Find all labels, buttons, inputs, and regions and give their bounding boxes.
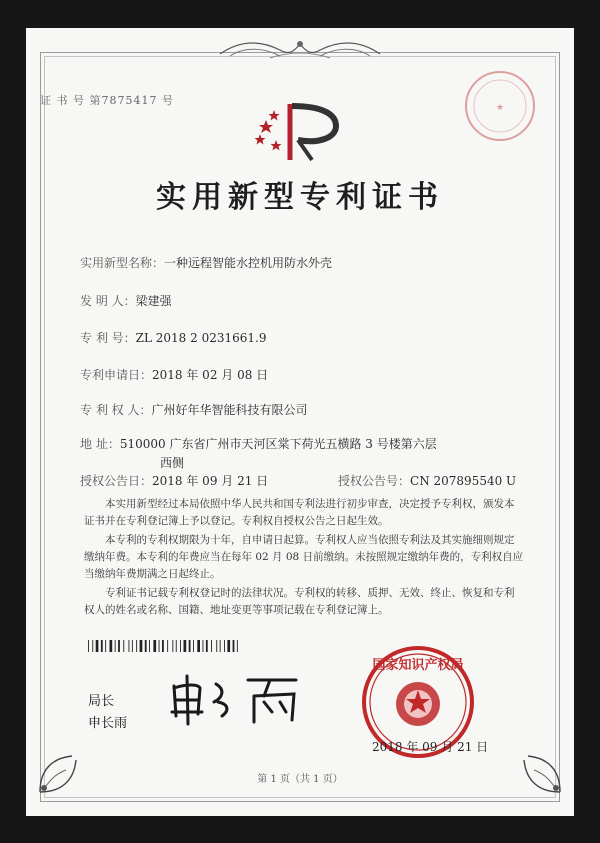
grant-date-label: 授权公告日： xyxy=(80,474,153,488)
filing-date-row xyxy=(80,366,268,383)
grant-date-value: 2018 年 09 月 21 日 xyxy=(152,474,269,488)
patentee-value: 广州好年华智能科技有限公司 xyxy=(151,403,308,417)
address-row xyxy=(80,435,437,452)
patentee-row xyxy=(80,401,307,418)
signatory-name: 申长雨 xyxy=(88,716,128,731)
handwritten-signature xyxy=(168,672,308,726)
grant-number-value: CN 207895540 U xyxy=(410,474,517,488)
address-value-line1: 510000 广东省广州市天河区棠下荷光五横路 3 号楼第六层 xyxy=(119,437,437,451)
cnipa-logo-icon xyxy=(252,100,352,166)
inventor-label: 发 明 人： xyxy=(80,294,136,308)
certificate-title: 实用新型专利证书 xyxy=(156,180,444,215)
body-paragraph-1: 本实用新型经过本局依照中华人民共和国专利法进行初步审查，决定授予专利权，颁发本证书并在专利登记簿上予以登记。专利权自授权公告之日起生效。 xyxy=(84,498,515,527)
utility-model-name-row xyxy=(80,254,332,271)
grant-date-row xyxy=(80,472,268,489)
grant-number-label: 授权公告号： xyxy=(338,474,411,488)
body-paragraph-3: 专利证书记载专利权登记时的法律状况。专利权的转移、质押、无效、终止、恢复和专利权人的姓名或名称、国籍、地址变更等事项记载在专利登记簿上。 xyxy=(84,587,515,616)
address-label: 地 址： xyxy=(80,437,120,451)
utility-model-name-label: 实用新型名称： xyxy=(80,256,165,270)
utility-model-name-value: 一种远程智能水控机用防水外壳 xyxy=(164,256,333,270)
patent-number-row xyxy=(80,329,266,346)
body-paragraph-2: 本专利的专利权期限为十年，自申请日起算。专利权人应当依照专利法及其实施细则规定缴纳年费。本专利的年费应当在每年 02 月 08 日前缴纳。未按照规定缴纳年费的，专利权自应当缴纳年费期满之日起终止。 xyxy=(84,534,524,580)
patent-number-label: 专 利 号： xyxy=(80,331,136,345)
barcode xyxy=(88,640,238,652)
address-value-line2: 西侧 xyxy=(160,456,185,470)
patent-number-value: ZL 2018 2 0231661.9 xyxy=(135,331,267,345)
grant-number-row xyxy=(338,472,516,489)
filing-date-value: 2018 年 02 月 08 日 xyxy=(152,368,269,382)
page-footer: 第 1 页（共 1 页） xyxy=(257,774,343,785)
signatory-role: 局长 xyxy=(88,694,115,709)
patentee-label: 专 利 权 人： xyxy=(80,403,152,417)
svg-text:国家知识产权局: 国家知识产权局 xyxy=(372,658,464,673)
top-ornament xyxy=(210,36,390,64)
inventor-value: 梁建强 xyxy=(135,294,172,308)
seal-watermark-top xyxy=(462,68,538,144)
seal-date: 2018 年 09 月 21 日 xyxy=(372,740,489,754)
certificate-number: 证 书 号 第7875417 号 xyxy=(40,94,174,107)
filing-date-label: 专利申请日： xyxy=(80,368,153,382)
inventor-row xyxy=(80,292,172,309)
svg-text:★: ★ xyxy=(495,103,505,113)
